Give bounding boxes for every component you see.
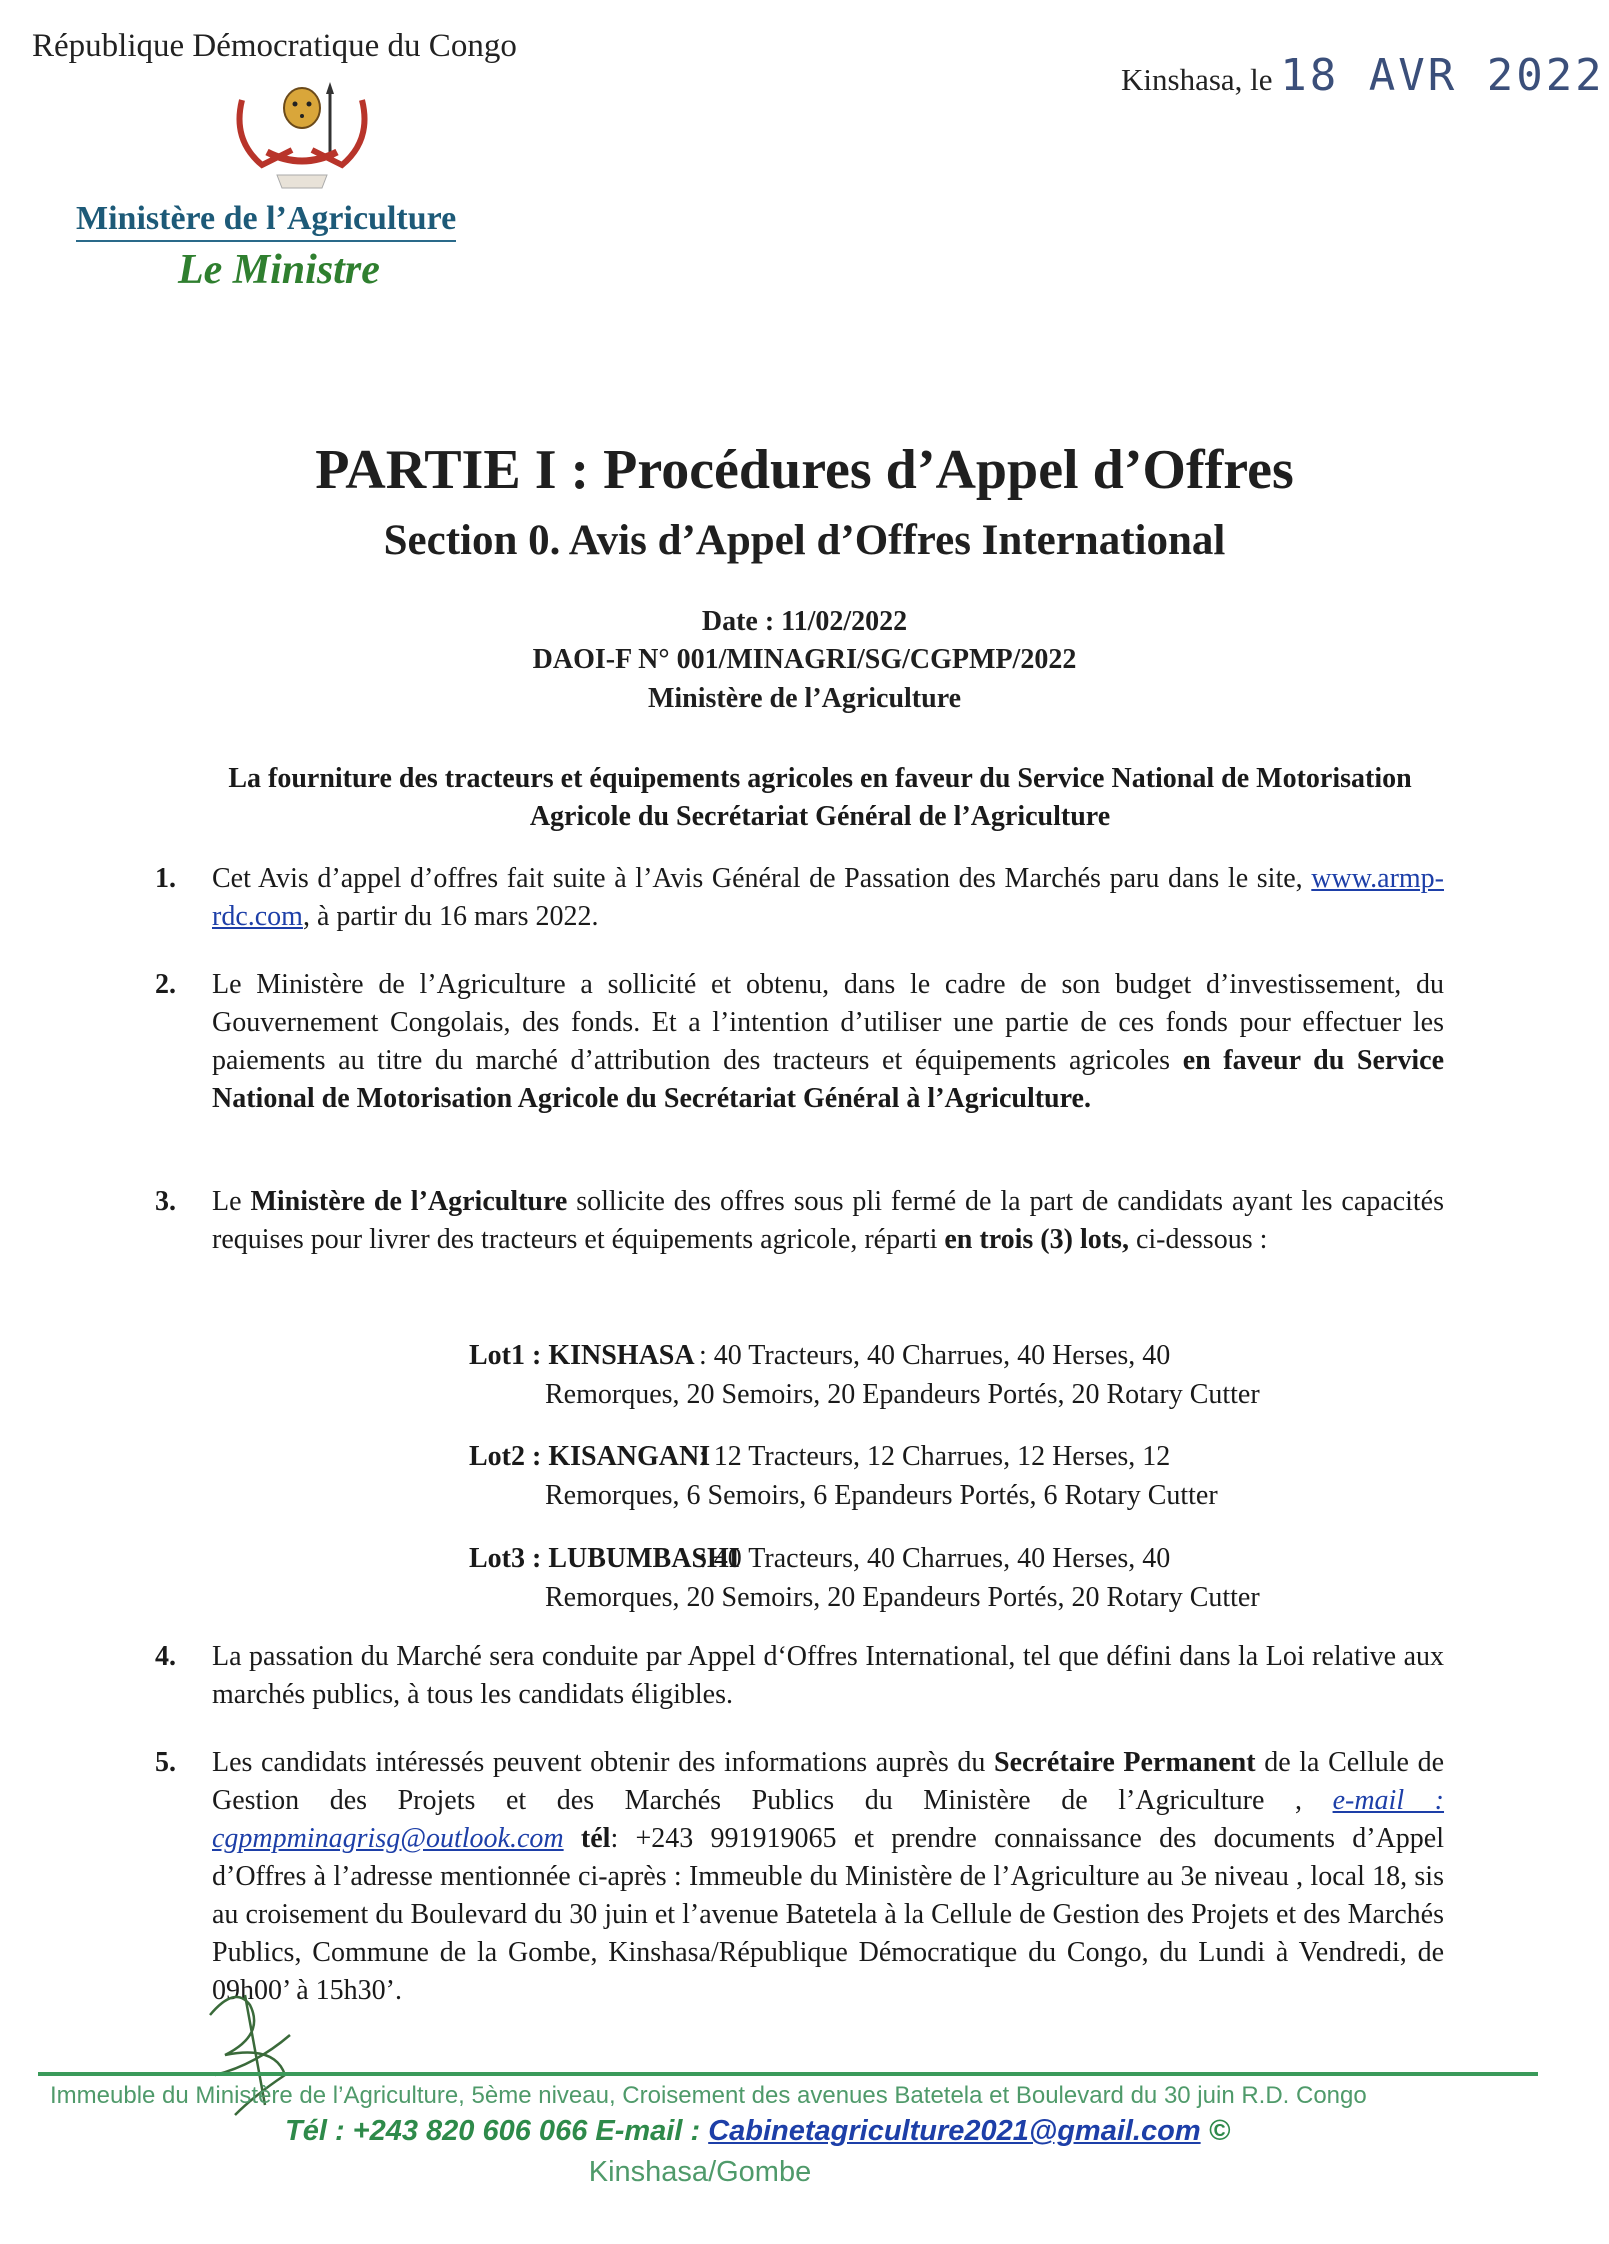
lot-line: Remorques, 6 Semoirs, 6 Epandeurs Portés, 6 Rotary Cutter: [545, 1480, 1218, 1511]
item-text: Le Ministère de l’Agriculture a sollicité et obtenu, dans le cadre de son budget d’investissement, du Gouvernement Congolais, des fonds. Et a l’intention d’utiliser une partie de ces fonds pour effectuer les paiements au titre du marché d’attribution des tracteurs et équipements agricoles: [212, 969, 1444, 1076]
lot-line: : 40 Tracteurs, 40 Charrues, 40 Herses, 40: [699, 1340, 1171, 1371]
footer-contact: [285, 2115, 1230, 2148]
lot-entry: [469, 1539, 1405, 1617]
date-stamp: 18 AVR 2022: [1280, 50, 1605, 101]
lot-line: Remorques, 20 Semoirs, 20 Epandeurs Portés, 20 Rotary Cutter: [545, 1582, 1260, 1613]
item-number: 1.: [155, 863, 176, 894]
item-text: sollicite des offres sous pli fermé de la part de candidats ayant les capacités requises pour livrer des tracteurs et équipements agricole, réparti: [212, 1186, 1445, 1255]
armp-link[interactable]: www.armp-rdc.com: [212, 863, 1444, 932]
lot-entry: [469, 1336, 1405, 1414]
notice-reference: DAOI-F N° 001/MINAGRI/SG/CGPMP/2022: [532, 644, 1077, 675]
item-bold-text: Ministère de l’Agriculture: [250, 1186, 568, 1217]
item-bold-text: Secrétaire Permanent: [994, 1747, 1256, 1778]
lot-name: Lot2 : KISANGANI: [469, 1441, 711, 1472]
item-number: 5.: [155, 1747, 176, 1778]
place-date: [1121, 50, 1605, 101]
lot-line: : 12 Tracteurs, 12 Charrues, 12 Herses, 12: [699, 1441, 1171, 1472]
lot-line: Remorques, 20 Semoirs, 20 Epandeurs Portés, 20 Rotary Cutter: [545, 1379, 1260, 1410]
lot-entry: [469, 1437, 1405, 1515]
section-title: Section 0. Avis d’Appel d’Offres International: [383, 517, 1226, 564]
item-text: Cet Avis d’appel d’offres fait suite à l’Avis Général de Passation des Marchés paru dans le site,: [212, 863, 1312, 894]
footer-address: Immeuble du Ministère de l’Agriculture, 5ème niveau, Croisement des avenues Batetela et Boulevard du 30 juin R.D. Congo: [50, 2082, 1367, 2109]
item-bold-text: en trois (3) lots,: [944, 1224, 1129, 1255]
republic-name: République Démocratique du Congo: [32, 28, 517, 64]
tel-label: tél: [580, 1823, 611, 1854]
lot-name: Lot1 : KINSHASA: [469, 1340, 695, 1371]
item-text: Les candidats intéressés peuvent obtenir des informations auprès du: [212, 1747, 995, 1778]
item-text: : +243 991919065 et prendre connaissance des documents d’Appel d’Offres à l’adresse mentionnée ci-après : Immeuble du Ministère de l’Agriculture au 3e niveau , local 18, sis au croisement du Boulevard du 30 juin et l’avenue Batetela à la Cellule de Gestion des Projets et des Marchés Publics, Commune de la Gombe, Kinshasa/République Démocratique du Congo, du Lundi à Vendredi, de 09h00’ à 15h30’.: [212, 1823, 1444, 2006]
list-item: [155, 966, 1444, 1118]
lot-name: Lot3 : LUBUMBASHI: [469, 1543, 740, 1574]
list-item: [155, 1638, 1444, 1714]
item-number: 4.: [155, 1641, 176, 1672]
list-item: [155, 1744, 1445, 2010]
footer-city: Kinshasa/Gombe: [588, 2156, 812, 2188]
coat-of-arms-emblem: [222, 80, 382, 195]
footer-tel: Tél : +243 820 606 066 E-mail :: [285, 2115, 709, 2147]
place-label: Kinshasa, le: [1121, 62, 1273, 97]
ministry-name: Ministère de l’Agriculture: [76, 200, 456, 242]
notice-date: Date : 11/02/2022: [701, 606, 908, 637]
copyright-icon: ©: [1208, 2115, 1231, 2147]
item-text: ci-dessous :: [1128, 1224, 1268, 1255]
footer-email-link[interactable]: Cabinetagriculture2021@gmail.com: [708, 2115, 1201, 2147]
lot-line: : 40 Tracteurs, 40 Charrues, 40 Herses, 40: [699, 1543, 1171, 1574]
item-number: 3.: [155, 1186, 176, 1217]
item-text: Le: [212, 1186, 251, 1217]
list-item: [155, 1183, 1445, 1259]
item-text: La passation du Marché sera conduite par Appel d‘Offres International, tel que défini dans la Loi relative aux marchés publics, à tous les candidats éligibles.: [212, 1641, 1444, 1710]
footer-divider: [38, 2072, 1538, 2076]
item-text: , à partir du 16 mars 2022.: [302, 901, 599, 932]
item-text: de la Cellule de Gestion des Projets et des Marchés Publics du Ministère de l’Agriculture ,: [212, 1747, 1445, 1816]
list-item: [155, 860, 1444, 936]
item-bold-text: en faveur du Service National de Motorisation Agricole du Secrétariat Général à l’Agriculture.: [212, 1045, 1444, 1114]
notice-issuer: Ministère de l’Agriculture: [647, 683, 962, 714]
item-number: 2.: [155, 969, 176, 1000]
contact-email-link[interactable]: e-mail : cgpmpminagrisg@outlook.com: [212, 1785, 1445, 1854]
minister-title: Le Ministre: [178, 247, 380, 293]
notice-subject: La fourniture des tracteurs et équipements agricoles en faveur du Service National de Motorisation Agricole du Secrétariat Général de l’Agriculture: [228, 763, 1412, 832]
page-title: PARTIE I : Procédures d’Appel d’Offres: [315, 439, 1294, 501]
